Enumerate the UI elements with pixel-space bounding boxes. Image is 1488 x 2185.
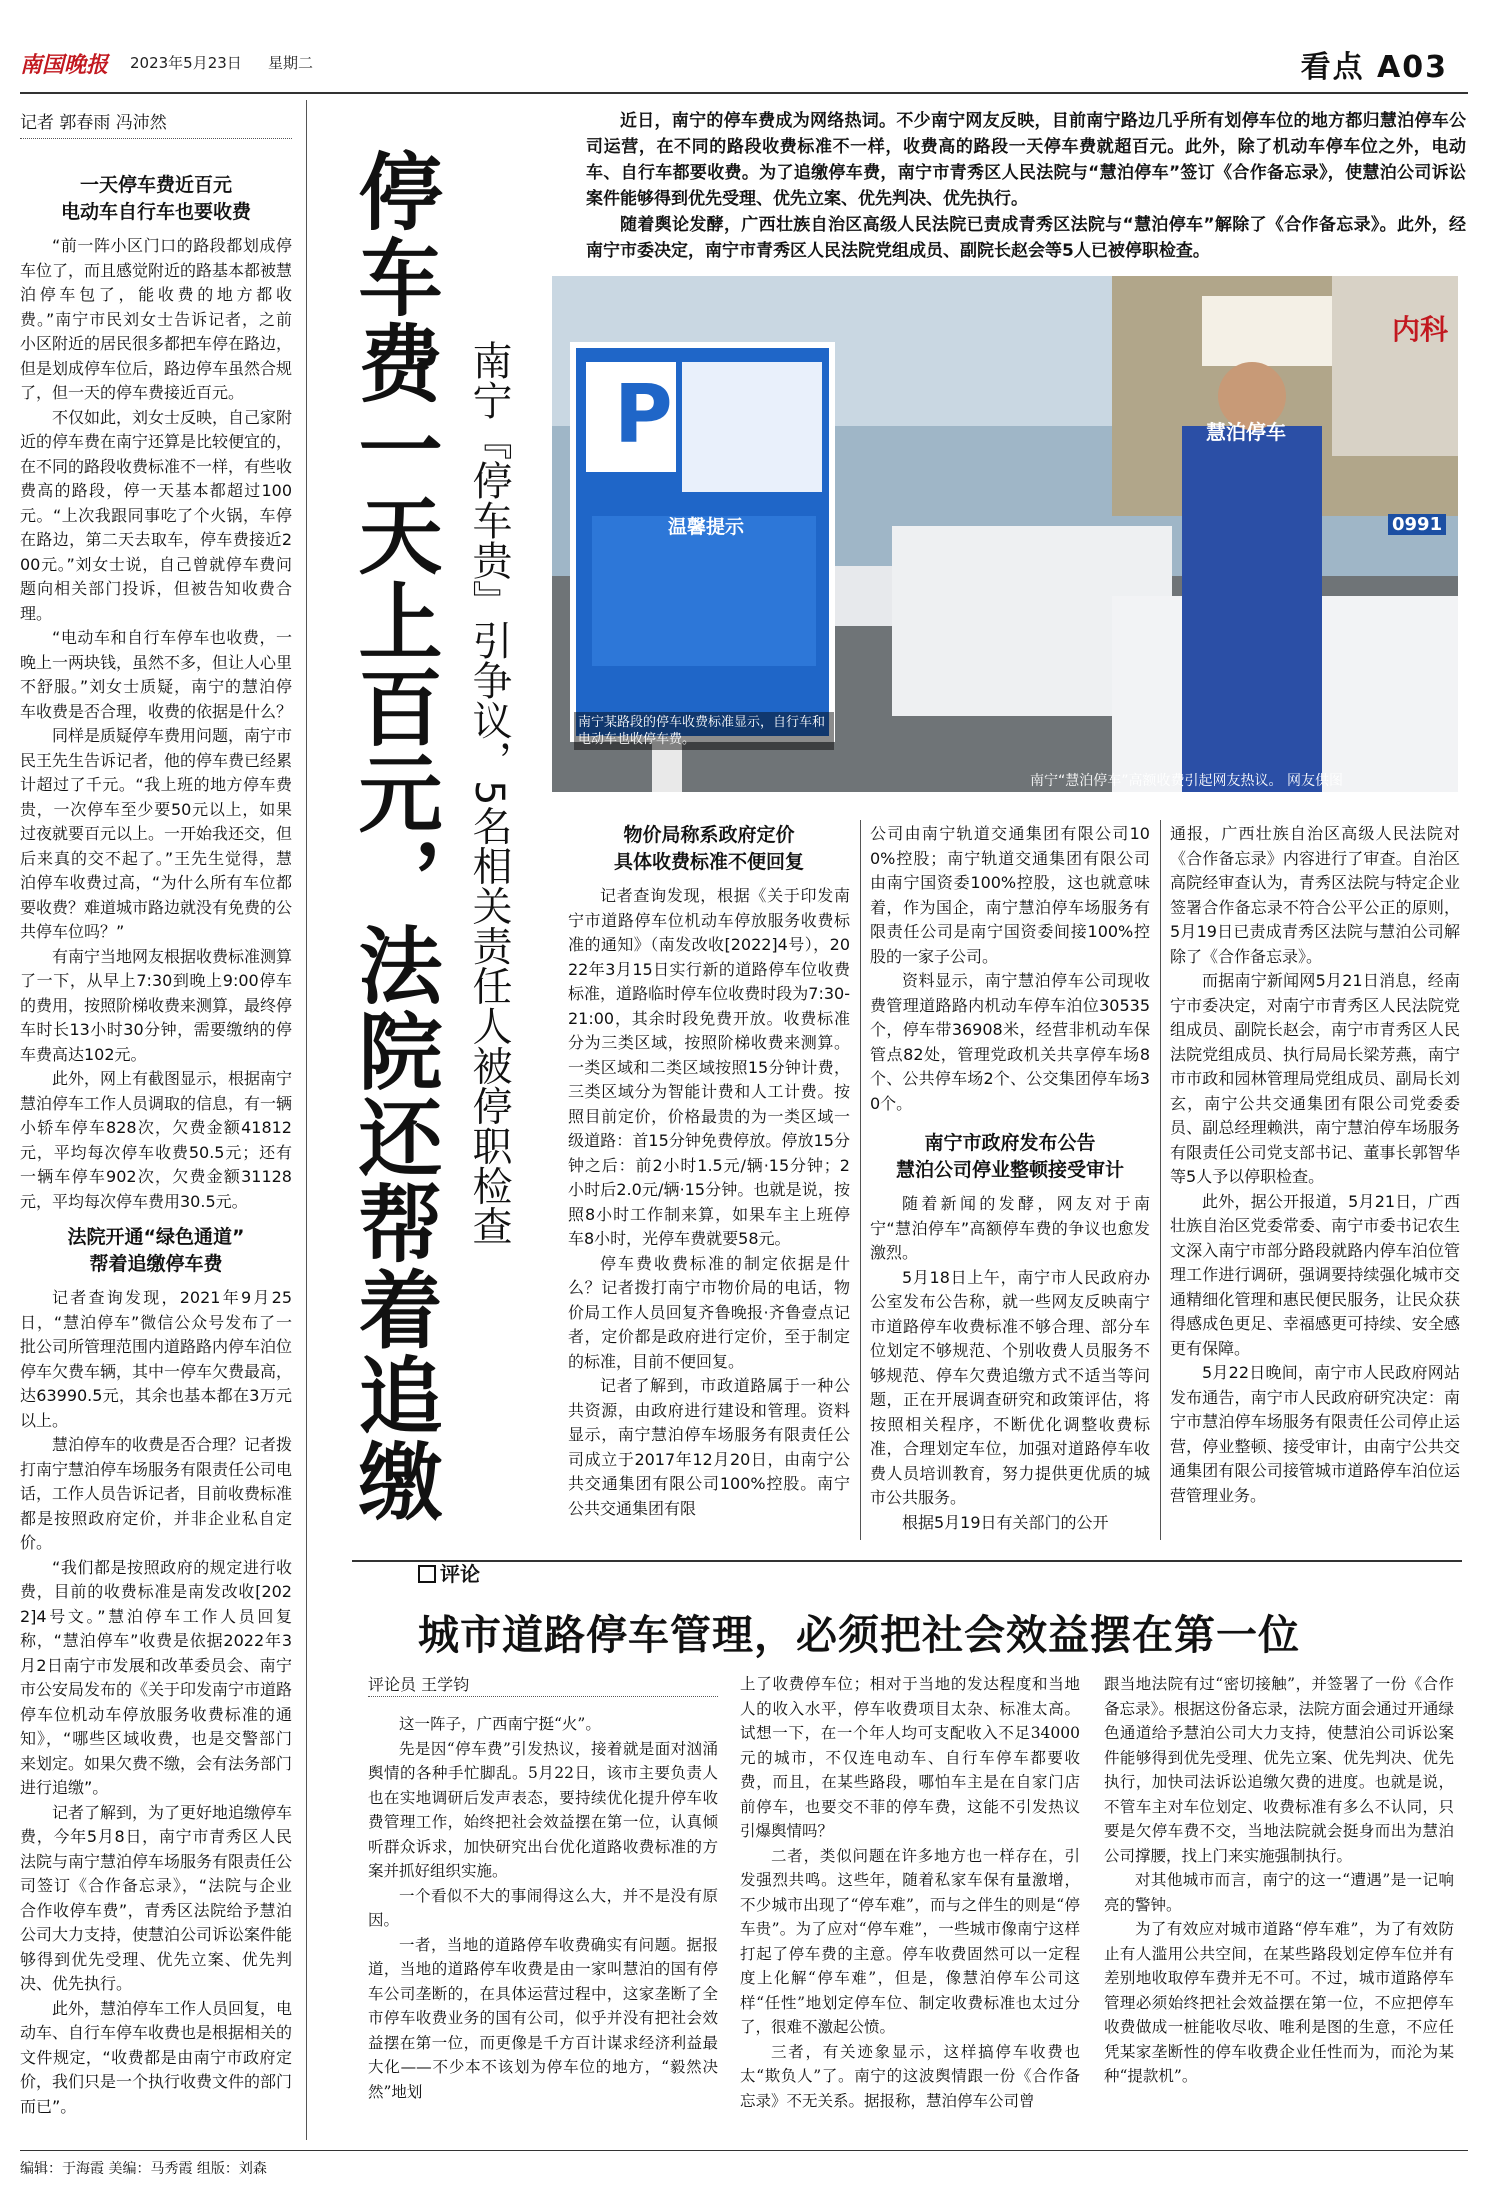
- paragraph: 停车费收费标准的制定依据是什么？记者拨打南宁市物价局的电话，物价局工作人员回复齐鲁晚报·齐鲁壹点记者，定价都是政府进行定价，至于制定的标准，目前不便回复。: [568, 1253, 850, 1371]
- subhead-2: [20, 1224, 292, 1278]
- main-headline: 停车费一天上百元，法院还帮着追缴: [345, 148, 443, 1524]
- paragraph: 根据5月19日有关部门的公开: [902, 1512, 1109, 1532]
- credits-footer: 编辑：于海霞 美编：马秀霞 组版：刘森: [20, 2161, 267, 2177]
- photo-caption: 南宁“慧泊停车”高额收费引起网友热议。 网友供图: [1030, 773, 1343, 789]
- subhead-2-line2: 帮着追缴停车费: [89, 1253, 223, 1275]
- left-column: [20, 172, 292, 2119]
- subhead-1-line1: 一天停车费近百元: [79, 174, 232, 196]
- subhead-2-line1: 法院开通“绿色通道”: [67, 1226, 245, 1248]
- paragraph: 资料显示，南宁慧泊停车公司现收费管理道路路内机动车停车泊位30535个，停车带36908米，经营非机动车保管点82处，管理党政机关共享停车场8个、公共停车场2个、公交集团停车场30个。: [870, 971, 1150, 1113]
- paragraph: 三者，有关迹象显示，这样搞停车收费也太“欺负人”了。南宁的这波舆情跟一份《合作备忘录》不无关系。据报称，慧泊停车公司曾: [740, 2042, 1080, 2110]
- editorial-label: [418, 1558, 480, 1587]
- editorial-title: 城市道路停车管理，必须把社会效益摆在第一位: [418, 1611, 1300, 1659]
- paragraph: 记者查询发现，2021年9月25日，“慧泊停车”微信公众号发布了一批公司所管理范围内道路路内停车泊位停车欠费车辆，其中一停车欠费最高，达63990.5元，其余也基本都在3万元以上。: [20, 1288, 293, 1430]
- shop-sign: 内科: [1392, 313, 1449, 346]
- paragraph: 记者了解到，市政道路属于一种公共资源，由政府进行建设和管理。资料显示，南宁慧泊停车场服务有限责任公司成立于2017年12月20日，由南宁公共交通集团有限公司100%控股。南宁公共交通集团有限: [568, 1376, 850, 1518]
- section-1-body: [20, 234, 292, 1214]
- paragraph: 有南宁当地网友根据收费标准测算了一下，从早上7:30到晚上9:00停车的费用，按照阶梯收费来测算，最终停车时长13小时30分钟，需要缴纳的停车费高达102元。: [20, 946, 293, 1064]
- paragraph: 记者查询发现，根据《关于印发南宁市道路停车位机动车停放服务收费标准的通知》（南发改收[2022]4号），2022年3月15日实行新的道路停车位收费标准，道路临时停车位收费时段为7:30-21:00，其余时段免费开放。收费标准分为三类区域，按照阶梯收费来测算。一类区域和二类区域按照15分钟计费，三类区域分为智能计费和人工计费。按照目前定价，价格最贵的为一类区域一级道路：首15分钟免费停放。停放15分钟之后：前2小时1.5元/辆·15分钟；2小时后2.0元/辆·15分钟。也就是说，按照8小时工作制来算，如果车主上班停车8小时，光停车费就要58元。: [568, 886, 850, 1248]
- editorial-col-1: [368, 1712, 718, 2104]
- lead-paragraphs: [586, 108, 1466, 264]
- vest-number: 0991: [1388, 514, 1446, 535]
- top-rule: [20, 92, 1468, 94]
- inset-caption: 南宁某路段的停车收费标准显示，自行车和电动车也收停车费。: [574, 712, 834, 750]
- section-2-body: [20, 1286, 292, 2119]
- mid2-subhead-line2: 慧泊公司停业整顿接受审计: [895, 1159, 1124, 1181]
- mid-body: [568, 884, 850, 1521]
- bottom-rule: [20, 2150, 1468, 2151]
- paragraph: 5月22日晚间，南宁市人民政府网站发布通告，南宁市人民政府研究决定：南宁市慧泊停车场服务有限责任公司停止运营，停业整顿、接受审计，由南宁公共交通集团有限公司接管城市道路停车泊位运营管理业务。: [1170, 1363, 1460, 1505]
- paragraph: 5月18日上午，南宁市人民政府办公室发布公告称，就一些网友反映南宁市道路停车收费标准不够合理、部分车位划定不够规范、个别收费人员服务不够规范、停车欠费追缴方式不适当等问题，正在开展调查研究和政策评估，将按照相关程序，不断优化调整收费标准，合理划定车位，加强对道路停车收费人员培训教育，努力提供更优质的城市公共服务。: [870, 1267, 1150, 1507]
- paragraph: 公司由南宁轨道交通集团有限公司100%控股；南宁轨道交通集团有限公司由南宁国资委100%控股，这也就意味着，作为国企，南宁慧泊停车场服务有限责任公司是南宁国资委间接100%控股的一家子公司。: [870, 824, 1150, 966]
- subhead-1: [20, 172, 292, 226]
- mid-subhead-line2: 具体收费标准不便回复: [613, 851, 804, 873]
- paragraph: 慧泊停车的收费是否合理？记者拨打南宁慧泊停车场服务有限责任公司电话，工作人员告诉记者，目前收费标准都是按照政府定价，并非企业私自定价。: [20, 1435, 293, 1552]
- paragraph: 此外，网上有截图显示，根据南宁慧泊停车工作人员调取的信息，有一辆小轿车停车828次，欠费金额41812元，平均每次停车收费50.5元；还有一辆车停车902次，欠费金额31128元，平均每次停车费用30.5元。: [20, 1069, 293, 1211]
- byline: 记者 郭春雨 冯沛然: [20, 113, 167, 133]
- paragraph: “前一阵小区门口的路段都划成停车位了，而且感觉附近的路基本都被慧泊停车包了，能收费的地方都收费。”南宁市民刘女士告诉记者，之前小区附近的居民很多都把车停在路边，但是划成停车位后，路边停车虽然合规了，但一天的停车费接近百元。: [20, 236, 293, 402]
- sign-title: 温馨提示: [668, 516, 745, 538]
- comment-icon: [418, 1565, 436, 1583]
- paragraph: 不仅如此，刘女士反映，自己家附近的停车费在南宁还算是比较便宜的，在不同的路段收费标准不一样，有些收费高的路段，停一天基本都超过100元。“上次我跟同事吃了个火锅，车停在路边，第二天去取车，停车费接近200元。”刘女士说，自己曾就停车费问题向相关部门投诉，但被告知收费合理。: [20, 407, 293, 623]
- mid-subhead: [568, 822, 850, 876]
- editorial-label-text: 评论: [440, 1562, 480, 1586]
- editorial-col-2: [740, 1672, 1080, 2113]
- mid2-body-top: [870, 822, 1150, 1116]
- paragraph: 此外，慧泊停车工作人员回复，电动车、自行车停车收费也是根据相关的文件规定，“收费都是由南宁市政府定价，我们只是一个执行收费文件的部门而已”。: [20, 1998, 293, 2116]
- paragraph: 此外，据公开报道，5月21日，广西壮族自治区党委常委、南宁市委书记农生文深入南宁市部分路段就路内停车泊位管理工作进行调研，强调要持续强化城市交通精细化管理和惠民便民服务，让民众获得感成色更足、幸福感更可持续、安全感更有保障。: [1170, 1191, 1460, 1358]
- divider: [20, 138, 292, 139]
- mid-column: [568, 822, 850, 1521]
- lead-paragraph: 随着舆论发酵，广西壮族自治区高级人民法院已责成青秀区法院与“慧泊停车”解除了《合作备忘录》。此外，经南宁市委决定，南宁市青秀区人民法院党组成员、副院长赵会等5人已被停职检查。: [586, 215, 1466, 261]
- paragraph: 二者，类似问题在许多地方也一样存在，引发强烈共鸣。这些年，随着私家车保有量激增，不少城市出现了“停车难”，而与之伴生的则是“停车贵”。为了应对“停车难”，一些城市像南宁这样打起了停车费的主意。停车收费固然可以一定程度上化解“停车难”，但是，像慧泊停车公司这样“任性”地划定停车位、制定收费标准也太过分了，很难不激起公愤。: [740, 1846, 1080, 2036]
- paragraph: 一者，当地的道路停车收费确实有问题。据报道，当地的道路停车收费是由一家叫慧泊的国有停车公司垄断的，在具体运营过程中，这家垄断了全市停车收费业务的国有公司，似乎并没有把社会效益摆在第一位，而更像是千方百计谋求经济利益最大化——不少本不该划为停车位的地方，“毅然决然”地划: [368, 1935, 718, 2101]
- vest-text: 慧泊停车: [1206, 420, 1286, 444]
- sub-headline: 南宁『停车贵』引争议，5名相关责任人被停职检查: [466, 340, 512, 1246]
- mid2-subhead: [870, 1130, 1150, 1184]
- subhead-1-line2: 电动车自行车也要收费: [60, 201, 251, 223]
- issue-weekday: 星期二: [268, 54, 314, 72]
- paragraph: 跟当地法院有过“密切接触”，并签署了一份《合作备忘录》。根据这份备忘录，法院方面会通过开通绿色通道给予慧泊公司大力支持，使慧泊公司诉讼案件能够得到优先受理、优先立案、优先判决、优先执行，加快司法诉讼追缴欠费的进度。也就是说，不管车主对车位划定、收费标准有多么不认同，只要是欠停车费不交，当地法院就会挺身而出为慧泊公司撑腰，找上门来实施强制执行。: [1104, 1675, 1454, 1865]
- column-rule: [860, 820, 861, 1540]
- news-photo: [552, 276, 1458, 792]
- right-column: [1170, 822, 1460, 1508]
- editorial-col-3: [1104, 1672, 1454, 2089]
- mid-column-2: [870, 822, 1150, 1535]
- lead-paragraph: 近日，南宁的停车费成为网络热词。不少南宁网友反映，目前南宁路边几乎所有划停车位的地方都归慧泊停车公司运营，在不同的路段收费标准不一样，收费高的路段一天停车费就超百元。此外，除了机动车停车位之外，电动车、自行车都要收费。为了追缴停车费，南宁市青秀区人民法院与“慧泊停车”签订《合作备忘录》，使慧泊公司诉讼案件能够得到优先受理、优先立案、优先判决、优先执行。: [586, 111, 1466, 209]
- newspaper-logo: 南国晚报: [20, 52, 109, 78]
- paragraph: 记者了解到，为了更好地追缴停车费，今年5月8日，南宁市青秀区人民法院与南宁慧泊停车场服务有限责任公司签订《合作备忘录》，“法院与企业合作收停车费”，青秀区法院给予慧泊公司大力支持，使慧泊公司诉讼案件能够得到优先受理、优先立案、优先判决、优先执行。: [20, 1802, 293, 1993]
- paragraph: 这一阵子，广西南宁挺“火”。: [399, 1715, 601, 1733]
- issue-date: 2023年5月23日: [130, 54, 242, 72]
- section-label: 看点 A03: [1300, 50, 1448, 85]
- mid2-subhead-line1: 南宁市政府发布公告: [924, 1132, 1096, 1154]
- column-rule: [306, 100, 307, 2140]
- paragraph: 一个看似不大的事闹得这么大，并不是没有原因。: [368, 1886, 718, 1929]
- right-body: [1170, 822, 1460, 1508]
- paragraph: 上了收费停车位；相对于当地的发达程度和当地人的收入水平，停车收费项目太杂、标准太高。试想一下，在一个年人均可支配收入不足34000元的城市，不仅连电动车、自行车停车都要收费，而且，在某些路段，哪怕车主是在自家门店前停车，也要交不菲的停车费，这能不引发热议引爆舆情吗？: [740, 1675, 1080, 1840]
- paragraph: 先是因“停车费”引发热议，接着就是面对汹涌舆情的各种手忙脚乱。5月22日，该市主要负责人也在实地调研后发声表态，要持续优化提升停车收费管理工作，始终把社会效益摆在第一位，认真倾听群众诉求，加快研究出台优化道路收费标准的方案并抓好组织实施。: [368, 1739, 718, 1880]
- paragraph: 而据南宁新闻网5月21日消息，经南宁市委决定，对南宁市青秀区人民法院党组成员、副院长赵会，南宁市青秀区人民法院党组成员、执行局局长梁芳燕，南宁市市政和园林管理局党组成员、副局长刘玄，南宁公共交通集团有限公司党委委员、副总经理赖洪，南宁慧泊停车场服务有限责任公司党支部书记、董事长郭智华等5人予以停职检查。: [1170, 971, 1460, 1186]
- parking-sign-letter: P: [614, 368, 673, 461]
- paragraph: 为了有效应对城市道路“停车难”，为了有效防止有人滥用公共空间，在某些路段划定停车位并有差别地收取停车费并无不可。不过，城市道路停车管理必须始终把社会效益摆在第一位，不应把停车收费做成一桩能收尽收、唯利是图的生意，不应任凭某家垄断性的停车收费企业任性而为，而沦为某种“提款机”。: [1104, 1920, 1454, 2085]
- mid-subhead-line1: 物价局称系政府定价: [623, 824, 795, 846]
- paragraph: 通报，广西壮族自治区高级人民法院对《合作备忘录》内容进行了审查。自治区高院经审查认为，青秀区法院与特定企业签署合作备忘录不符合公平公正的原则，5月19日已责成青秀区法院与慧泊公司解除了《合作备忘录》。: [1170, 824, 1460, 966]
- divider: [368, 1696, 718, 1697]
- paragraph: 对其他城市而言，南宁的这一“遭遇”是一记响亮的警钟。: [1104, 1871, 1454, 1914]
- mid2-body-bottom: [870, 1192, 1150, 1535]
- paragraph: “我们都是按照政府的规定进行收费，目前的收费标准是南发改收[2022]4号文。”慧泊停车工作人员回复称，“慧泊停车”收费是依据2022年3月2日南宁市发展和改革委员会、南宁市公安局发布的《关于印发南宁市道路停车位机动车停放服务收费标准的通知》，“哪些区域收费，也是交警部门来划定。如果欠费不缴，会有法务部门进行追缴”。: [20, 1557, 293, 1797]
- paragraph: “电动车和自行车停车也收费，一晚上一两块钱，虽然不多，但让人心里不舒服。”刘女士质疑，南宁的慧泊停车收费是否合理，收费的依据是什么？: [20, 628, 293, 721]
- paragraph: 同样是质疑停车费用问题，南宁市民王先生告诉记者，他的停车费已经累计超过了千元。“我上班的地方停车费贵，一次停车至少要50元以上，如果过夜就要百元以上。一开始我还交，但后来真的交不起了。”王先生觉得，慧泊停车收费过高，“为什么所有车位都要收费？难道城市路边就没有免费的公共停车位吗？”: [20, 726, 293, 941]
- column-rule: [1160, 820, 1161, 1540]
- paragraph: 随着新闻的发酵，网友对于南宁“慧泊停车”高额停车费的争议也愈发激烈。: [870, 1194, 1150, 1262]
- editorial-byline: 评论员 王学钧: [368, 1675, 470, 1694]
